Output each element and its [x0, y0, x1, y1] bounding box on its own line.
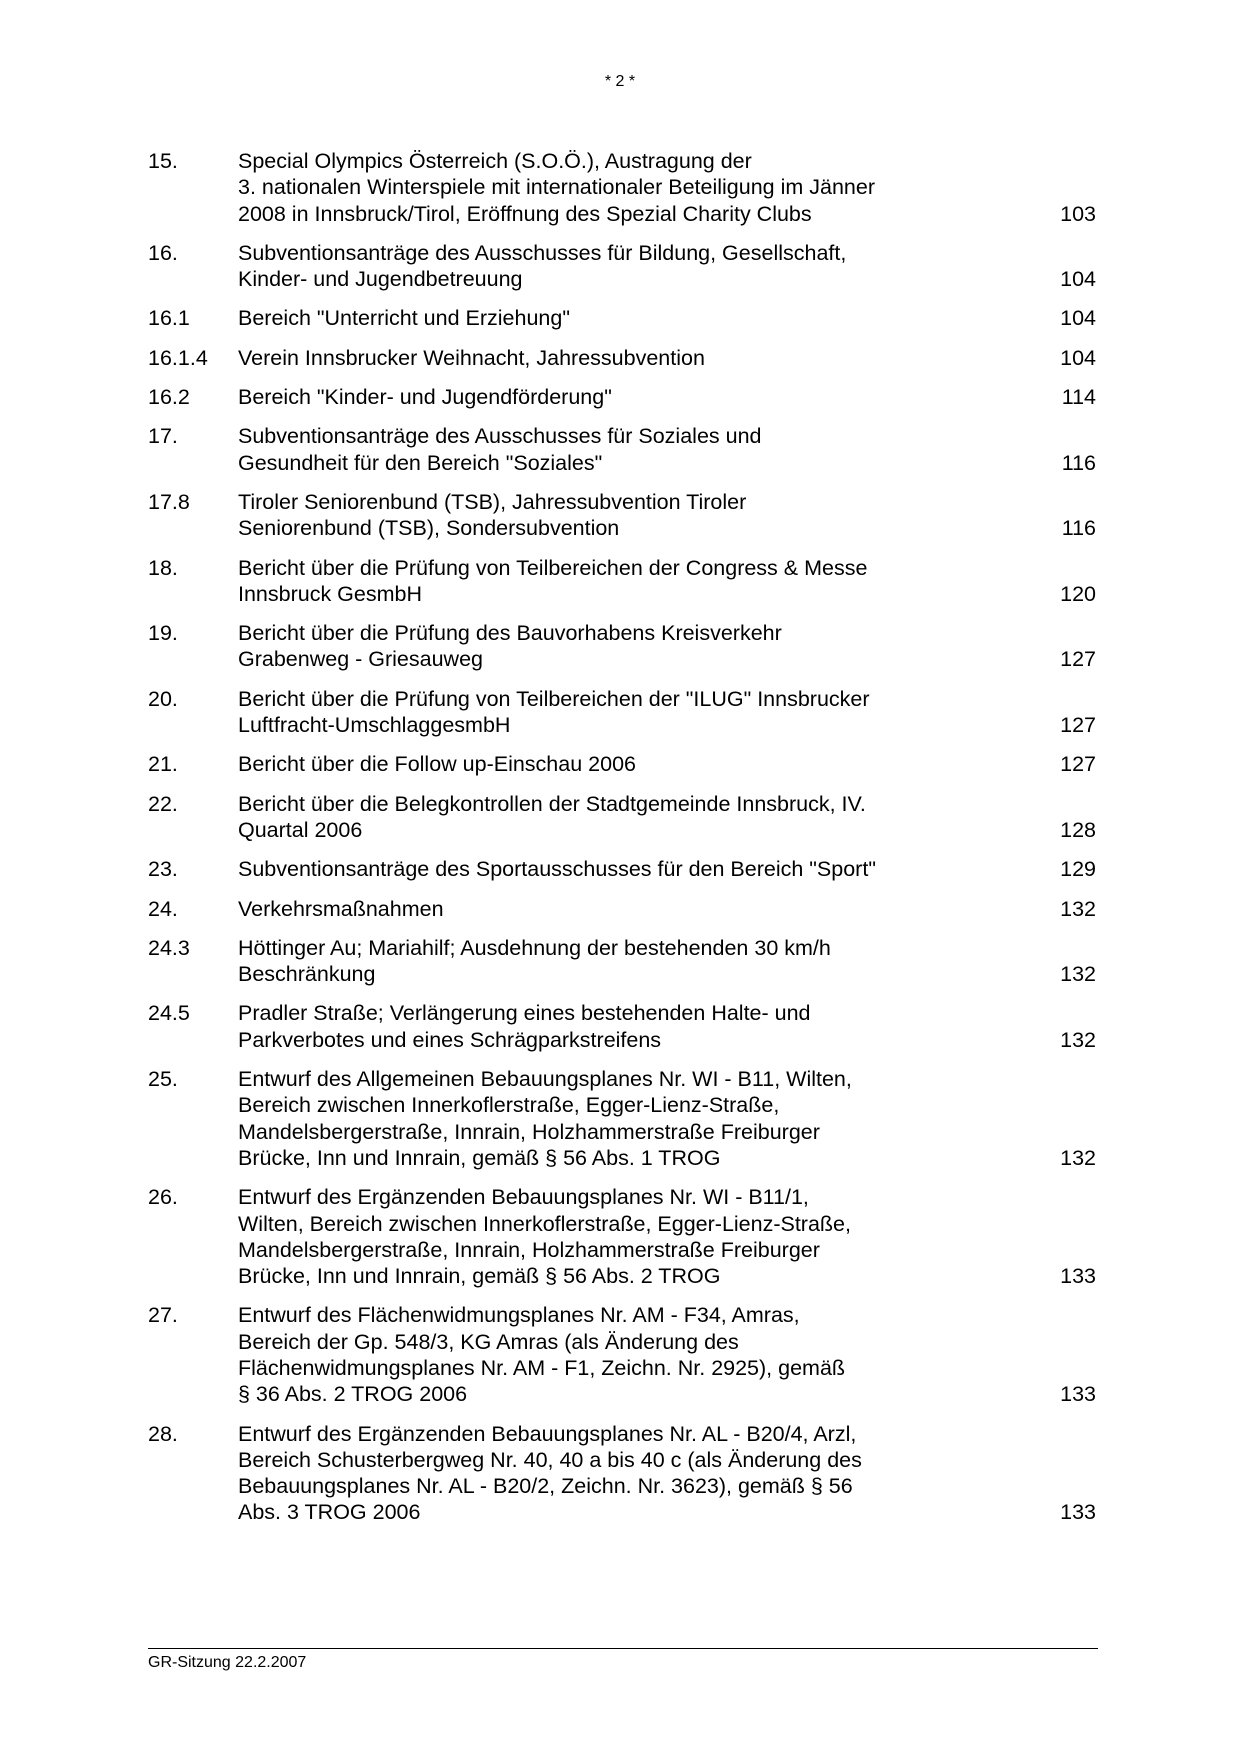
toc-entry-title-line: Special Olympics Österreich (S.O.Ö.), Austragung der	[238, 149, 752, 173]
toc-entry-title	[238, 423, 1018, 476]
toc-entry	[148, 384, 1098, 410]
toc-entry-number: 18.	[148, 555, 178, 580]
toc-entry-title-line: Grabenweg - Griesauweg	[238, 647, 483, 672]
toc-entry-title	[238, 384, 1018, 410]
table-of-contents	[148, 148, 1098, 1539]
toc-entry-title-line: Bereich "Unterricht und Erziehung"	[238, 306, 570, 331]
toc-entry	[148, 240, 1098, 293]
footer-text: GR-Sitzung 22.2.2007	[148, 1654, 307, 1671]
toc-entry-page: 127	[1060, 752, 1096, 777]
toc-entry-number: 27.	[148, 1303, 178, 1328]
toc-entry-title-line: Bericht über die Prüfung von Teilbereichen der Congress & Messe	[238, 555, 868, 580]
toc-entry-title-line: Subventionsanträge des Sportausschusses für den Bereich "Sport"	[238, 857, 876, 882]
toc-entry	[148, 935, 1098, 988]
toc-entry	[148, 620, 1098, 673]
toc-entry-title	[238, 305, 1018, 331]
toc-entry-page: 133	[1060, 1264, 1096, 1289]
toc-entry-title-line: Quartal 2006	[238, 817, 363, 842]
toc-entry	[148, 1000, 1098, 1053]
toc-entry-title	[238, 1302, 1018, 1407]
toc-entry-number: 20.	[148, 686, 178, 711]
toc-entry-title-line: Entwurf des Allgemeinen Bebauungsplanes Nr. WI - B11, Wilten,	[238, 1067, 852, 1092]
toc-entry-title-line: Luftfracht-UmschlaggesmbH	[238, 713, 511, 738]
toc-entry-page: 129	[1060, 857, 1096, 882]
toc-entry-number: 26.	[148, 1185, 178, 1210]
toc-entry-number: 24.5	[148, 1001, 190, 1026]
toc-entry	[148, 489, 1098, 542]
toc-entry-title	[238, 751, 1018, 777]
toc-entry-title-line: Bereich der Gp. 548/3, KG Amras (als Änderung des	[238, 1329, 739, 1354]
toc-entry-page: 114	[1061, 385, 1096, 410]
toc-entry-title-line: Bebauungsplanes Nr. AL - B20/2, Zeichn. Nr. 3623), gemäß § 56	[238, 1474, 853, 1499]
toc-entry	[148, 1421, 1098, 1526]
toc-entry-title-line: Entwurf des Flächenwidmungsplanes Nr. AM - F34, Amras,	[238, 1303, 800, 1328]
toc-entry-title-line: Brücke, Inn und Innrain, gemäß § 56 Abs. 2 TROG	[238, 1264, 721, 1289]
toc-entry-title-line: Flächenwidmungsplanes Nr. AM - F1, Zeichn. Nr. 2925), gemäß	[238, 1355, 846, 1380]
toc-entry-title	[238, 555, 1018, 608]
toc-entry-number: 17.	[148, 424, 178, 449]
toc-entry-title	[238, 1066, 1018, 1171]
toc-entry-number: 17.8	[148, 489, 190, 514]
toc-entry-title-line: 2008 in Innsbruck/Tirol, Eröffnung des Spezial Charity Clubs	[238, 201, 812, 226]
toc-entry-page: 132	[1060, 1145, 1096, 1170]
toc-entry-number: 28.	[148, 1421, 178, 1446]
toc-entry	[148, 791, 1098, 844]
toc-entry	[148, 1184, 1098, 1289]
toc-entry-title	[238, 620, 1018, 673]
toc-entry-page: 132	[1060, 962, 1096, 987]
toc-entry-title-line: Innsbruck GesmbH	[238, 581, 423, 606]
toc-entry-title	[238, 896, 1018, 922]
toc-entry-number: 15.	[148, 149, 178, 173]
toc-entry-title-line: Pradler Straße; Verlängerung eines bestehenden Halte- und	[238, 1001, 811, 1026]
toc-entry	[148, 1066, 1098, 1171]
toc-entry-page: 104	[1060, 306, 1096, 331]
toc-entry-page: 127	[1060, 647, 1096, 672]
toc-entry	[148, 1302, 1098, 1407]
toc-entry-title-line: Abs. 3 TROG 2006	[238, 1500, 421, 1525]
toc-entry	[148, 896, 1098, 922]
toc-entry-title	[238, 686, 1018, 739]
toc-entry	[148, 345, 1098, 371]
toc-entry	[148, 751, 1098, 777]
toc-entry-title-line: § 36 Abs. 2 TROG 2006	[238, 1382, 468, 1407]
toc-entry-title-line: Bereich zwischen Innerkoflerstraße, Egger-Lienz-Straße,	[238, 1093, 780, 1118]
toc-entry-page: 120	[1060, 581, 1096, 606]
toc-entry-number: 16.1.4	[148, 345, 208, 370]
toc-entry-number: 23.	[148, 857, 178, 882]
toc-entry-title-line: Brücke, Inn und Innrain, gemäß § 56 Abs. 1 TROG	[238, 1145, 721, 1170]
toc-entry-title-line: Verein Innsbrucker Weihnacht, Jahressubvention	[238, 345, 705, 370]
toc-entry-title-line: Subventionsanträge des Ausschusses für Bildung, Gesellschaft,	[238, 240, 847, 265]
toc-entry-title-line: Bereich "Kinder- und Jugendförderung"	[238, 385, 612, 410]
toc-entry-title-line: Entwurf des Ergänzenden Bebauungsplanes Nr. AL - B20/4, Arzl,	[238, 1421, 857, 1446]
toc-entry-page: 103	[1060, 201, 1096, 226]
toc-entry-title	[238, 791, 1018, 844]
toc-entry-number: 22.	[148, 791, 178, 816]
toc-entry	[148, 423, 1098, 476]
toc-entry-number: 24.3	[148, 935, 190, 960]
toc-entry-title-line: Bericht über die Prüfung des Bauvorhabens Kreisverkehr	[238, 621, 782, 646]
toc-entry-page: 104	[1060, 267, 1096, 292]
toc-entry-title-line: Gesundheit für den Bereich "Soziales"	[238, 450, 603, 475]
toc-entry-page: 133	[1060, 1382, 1096, 1407]
toc-entry-title-line: Bereich Schusterbergweg Nr. 40, 40 a bis 40 c (als Änderung des	[238, 1447, 862, 1472]
toc-entry-title-line: Subventionsanträge des Ausschusses für Soziales und	[238, 424, 762, 449]
toc-entry-title-line: Beschränkung	[238, 962, 376, 987]
toc-entry-title-line: Höttinger Au; Mariahilf; Ausdehnung der bestehenden 30 km/h	[238, 935, 831, 960]
toc-entry-title-line: Mandelsbergerstraße, Innrain, Holzhammerstraße Freiburger	[238, 1119, 820, 1144]
toc-entry-title-line: Bericht über die Follow up-Einschau 2006	[238, 752, 636, 777]
toc-entry-number: 16.1	[148, 306, 190, 331]
toc-entry	[148, 856, 1098, 882]
toc-entry-number: 19.	[148, 621, 178, 646]
toc-entry-page: 116	[1061, 516, 1096, 541]
toc-entry-title-line: Entwurf des Ergänzenden Bebauungsplanes Nr. WI - B11/1,	[238, 1185, 809, 1210]
toc-entry	[148, 555, 1098, 608]
toc-entry-page: 116	[1061, 450, 1096, 475]
toc-entry-number: 21.	[148, 752, 178, 777]
toc-entry-title	[238, 1000, 1018, 1053]
toc-entry	[148, 686, 1098, 739]
toc-entry-title-line: Wilten, Bereich zwischen Innerkoflerstraße, Egger-Lienz-Straße,	[238, 1211, 851, 1236]
toc-entry	[148, 305, 1098, 331]
toc-entry-title-line: Verkehrsmaßnahmen	[238, 896, 444, 921]
toc-entry-page: 132	[1060, 1027, 1096, 1052]
toc-entry-number: 25.	[148, 1067, 178, 1092]
toc-entry-title	[238, 1184, 1018, 1289]
toc-entry-title	[238, 489, 1018, 542]
toc-entry-title-line: Bericht über die Belegkontrollen der Stadtgemeinde Innsbruck, IV.	[238, 791, 866, 816]
toc-entry-title-line: Seniorenbund (TSB), Sondersubvention	[238, 516, 620, 541]
toc-entry-page: 104	[1060, 345, 1096, 370]
toc-entry-title-line: Parkverbotes und eines Schrägparkstreifens	[238, 1027, 662, 1052]
footer-divider	[148, 1648, 1098, 1649]
toc-entry-title	[238, 148, 1018, 227]
toc-entry-title-line: Bericht über die Prüfung von Teilbereichen der "ILUG" Innsbrucker	[238, 686, 870, 711]
toc-entry-page: 128	[1060, 817, 1096, 842]
toc-entry-number: 16.	[148, 240, 178, 265]
toc-entry-title-line: Kinder- und Jugendbetreuung	[238, 267, 523, 292]
toc-entry-title	[238, 1421, 1018, 1526]
page-number: * 2 *	[604, 73, 636, 90]
toc-entry-number: 24.	[148, 896, 178, 921]
toc-entry-title	[238, 856, 1018, 882]
toc-entry-title	[238, 240, 1018, 293]
toc-entry-title-line: Mandelsbergerstraße, Innrain, Holzhammerstraße Freiburger	[238, 1237, 820, 1262]
toc-entry-title	[238, 345, 1018, 371]
toc-entry-title-line: Tiroler Seniorenbund (TSB), Jahressubvention Tiroler	[238, 489, 747, 514]
toc-entry-title-line: 3. nationalen Winterspiele mit internationaler Beteiligung im Jänner	[238, 175, 875, 200]
toc-entry-page: 127	[1060, 713, 1096, 738]
toc-entry-page: 132	[1060, 896, 1096, 921]
toc-entry-number: 16.2	[148, 385, 190, 410]
toc-entry-page: 133	[1060, 1500, 1096, 1525]
toc-entry	[148, 148, 1098, 227]
toc-entry-title	[238, 935, 1018, 988]
